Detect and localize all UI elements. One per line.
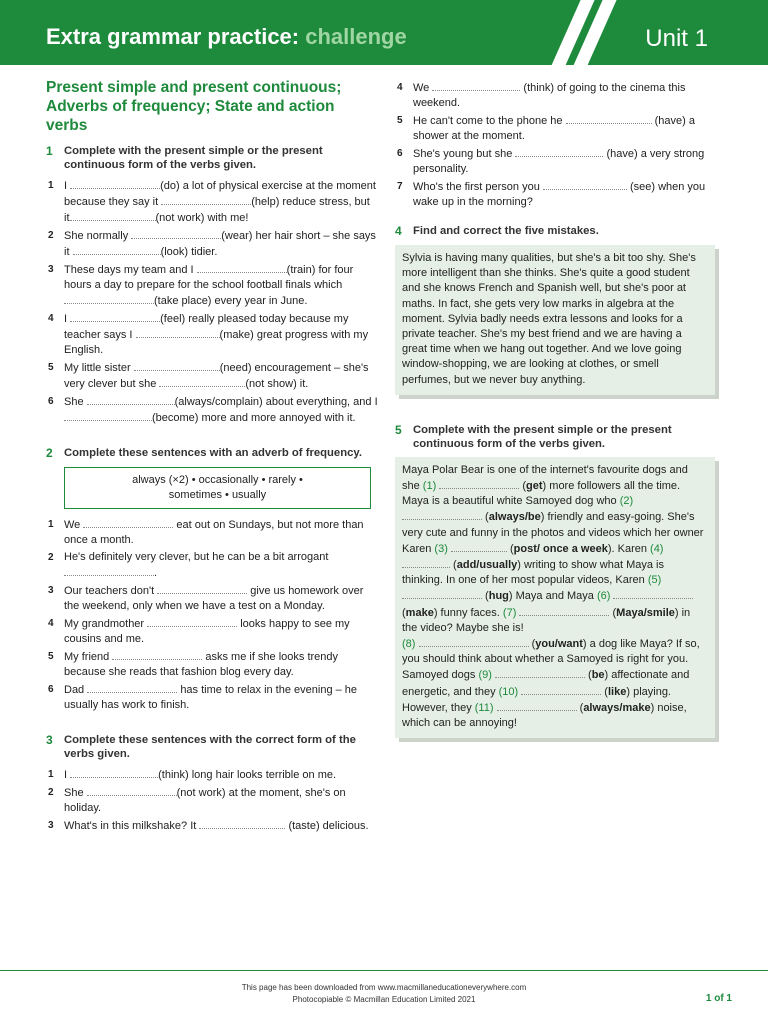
exercise-instruction: Complete with the present simple or the present continuous form of the verbs given.	[64, 145, 323, 171]
answer-blank[interactable]	[159, 376, 245, 387]
list-item	[46, 818, 378, 834]
section-title: Present simple and present continuous; Adverbs of frequency; State and action verbs	[46, 79, 342, 134]
list-item	[46, 262, 378, 309]
item-text: She (not work) at the moment, she's on holiday.	[64, 787, 346, 814]
answer-blank[interactable]	[70, 178, 160, 189]
exercise-4-heading	[395, 224, 715, 239]
item-text: He's definitely very clever, but he can be a bit arrogant .	[64, 551, 329, 579]
title-main: Extra grammar practice:	[46, 24, 300, 49]
mistakes-text: Sylvia is having many qualities, but she's a bit too shy. She's more intelligent than she thinks. She's quite a good student and she knows French and Spanish well, but she's poor at maths. In fact, she gets very low marks in algebra at the moment. Sylvia badly needs extra lessons and looks for a private teacher. She's my best friend and we are having a great time when we hang out together. And we love going window-shopping, we are looking at clothes, or smell perfumes, but we never buy anything.	[402, 252, 696, 386]
gap-number: (11)	[474, 701, 494, 714]
gap-number: (7)	[502, 606, 517, 619]
verb-prompt: be	[591, 669, 605, 682]
item-number: 3	[48, 585, 54, 596]
item-number: 7	[397, 181, 403, 192]
verb-prompt: always/be	[488, 511, 541, 524]
gap-number: (8)	[402, 638, 416, 651]
footer-download-note: This page has been downloaded from www.macmillaneducationeverywhere.com	[241, 983, 527, 992]
exercise-number: 5	[395, 422, 402, 437]
item-number: 1	[48, 519, 54, 530]
list-item	[46, 785, 378, 816]
story-text-box: Maya Polar Bear is one of the internet's favourite dogs and she (1) (get) more followers all the time. Maya is a beautiful white Samoyed dog who (2) (always/be) friendly and easy-going. She's very cute and funny in the photos and videos which her owner Karen (3) (post/ once a week). Karen (4) (add/usually) writing to show what Maya is thinking. In one of her most popular videos, Karen (5) (hug) Maya and Maya (6) (make) funny faces. (7) (Maya/smile) in the video? Maybe she is! (8) (you/want) a dog like Maya? If so, you should think about whether a Samoyed is right for you. Samoyed dogs (9) (be) affectionate and energetic, and they (10) (like) playing. However, they (11) (always/make) noise, which can be annoying!	[395, 457, 715, 738]
gap-number: (3)	[434, 542, 448, 555]
answer-blank[interactable]	[432, 80, 520, 91]
exercise-instruction: Find and correct the five mistakes.	[413, 225, 599, 237]
gap-number: (2)	[619, 495, 634, 508]
answer-blank[interactable]	[402, 557, 450, 568]
answer-blank[interactable]	[199, 818, 285, 829]
page-number: 1 of 1	[705, 993, 732, 1004]
page-header	[0, 0, 768, 65]
item-number: 5	[397, 115, 403, 126]
answer-blank[interactable]	[87, 785, 177, 796]
answer-blank[interactable]	[83, 517, 173, 528]
item-number: 1	[48, 180, 54, 191]
item-text: She (always/complain) about everything, and I (become) more and more annoyed with it.	[64, 396, 378, 424]
list-item	[46, 360, 378, 392]
exercise-3-heading	[46, 733, 378, 761]
footer	[0, 982, 768, 1006]
answer-blank[interactable]	[497, 700, 577, 711]
answer-blank[interactable]	[157, 583, 247, 594]
list-item	[46, 682, 378, 713]
list-item	[395, 113, 715, 144]
left-column	[46, 78, 378, 836]
verb-prompt: make	[405, 606, 434, 619]
item-text: My little sister (need) encouragement – she's very clever but she (not show) it.	[64, 362, 369, 390]
item-text: I (think) long hair looks terrible on me.	[64, 769, 337, 781]
gap-number: (1)	[422, 480, 437, 493]
answer-blank[interactable]	[613, 588, 693, 599]
item-number: 3	[48, 264, 54, 275]
answer-blank[interactable]	[87, 394, 175, 405]
item-text: She normally (wear) her hair short – she says it (look) tidier.	[64, 230, 376, 258]
word-box-line: sometimes • usually	[168, 489, 267, 501]
answer-blank[interactable]	[131, 228, 221, 239]
item-text: Dad has time to relax in the evening – he usually has work to finish.	[64, 684, 358, 711]
answer-blank[interactable]	[495, 667, 585, 678]
answer-blank[interactable]	[64, 565, 154, 576]
verb-prompt: add/usually	[456, 559, 518, 572]
gap-number: (4)	[650, 542, 664, 555]
exercise-2-items	[46, 517, 378, 713]
answer-blank[interactable]	[451, 541, 507, 552]
item-number: 4	[397, 82, 403, 93]
verb-prompt: post/ once a week	[513, 542, 608, 555]
exercise-instruction: Complete these sentences with the correct form of the verbs given.	[64, 734, 356, 760]
item-number: 6	[397, 148, 403, 159]
exercise-2-heading	[46, 446, 378, 461]
list-item	[46, 550, 378, 581]
answer-blank[interactable]	[515, 146, 603, 157]
answer-blank[interactable]	[147, 616, 237, 627]
exercise-3-items-left	[46, 767, 378, 834]
item-number: 6	[48, 396, 54, 407]
exercise-number: 3	[46, 733, 53, 747]
exercise-number: 2	[46, 446, 53, 460]
list-item	[46, 228, 378, 260]
item-text: My friend asks me if she looks trendy because she reads that fashion blog every day.	[64, 651, 339, 678]
right-column	[395, 80, 715, 738]
item-number: 6	[48, 684, 54, 695]
footer-divider	[0, 970, 768, 971]
item-number: 2	[48, 552, 54, 563]
item-text: These days my team and I (train) for four hours a day to prepare for the school football finals which (take place) every year in June.	[64, 264, 354, 307]
item-number: 2	[48, 787, 54, 798]
answer-blank[interactable]	[439, 478, 519, 489]
exercise-5-heading	[395, 423, 715, 451]
exercise-instruction: Complete with the present simple or the present continuous form of the verbs given.	[413, 423, 672, 450]
list-item	[395, 80, 715, 111]
answer-blank[interactable]	[402, 588, 482, 599]
exercise-3-items-right	[395, 80, 715, 210]
gap-number: (9)	[478, 669, 492, 682]
exercise-instruction: Complete these sentences with an adverb of frequency.	[64, 447, 362, 459]
footer-copyright: Photocopiable © Macmillan Education Limited 2021	[292, 995, 476, 1004]
answer-blank[interactable]	[566, 113, 652, 124]
item-number: 4	[48, 313, 54, 324]
gap-number: (6)	[596, 590, 611, 603]
item-text: We (think) of going to the cinema this weekend.	[413, 82, 686, 109]
unit-label: Unit 1	[645, 25, 708, 52]
answer-blank[interactable]	[197, 262, 287, 273]
gap-number: (5)	[647, 574, 662, 587]
list-item	[46, 517, 378, 548]
answer-blank[interactable]	[543, 179, 627, 190]
title-highlight: challenge	[305, 24, 407, 49]
verb-prompt: Maya/smile	[616, 606, 675, 619]
list-item	[46, 394, 378, 426]
item-text: Who's the first person you (see) when you wake up in the morning?	[413, 181, 706, 208]
item-number: 1	[48, 769, 54, 780]
answer-blank[interactable]	[419, 636, 529, 647]
answer-blank[interactable]	[64, 410, 152, 421]
item-text: She's young but she (have) a very strong personality.	[413, 148, 705, 175]
exercise-1-heading	[46, 144, 378, 172]
answer-blank[interactable]	[402, 509, 482, 520]
item-text: What's in this milkshake? It (taste) delicious.	[64, 820, 369, 832]
item-number: 3	[48, 820, 54, 831]
verb-prompt: hug	[488, 590, 509, 603]
list-item	[46, 616, 378, 647]
verb-prompt: like	[607, 685, 627, 698]
answer-blank[interactable]	[70, 210, 156, 221]
exercise-number: 1	[46, 144, 53, 158]
answer-blank[interactable]	[134, 360, 220, 371]
list-item	[46, 311, 378, 358]
item-text: Our teachers don't give us homework over the weekend, only when we have a test on a Monday.	[64, 585, 364, 612]
list-item	[46, 583, 378, 614]
answer-blank[interactable]	[136, 327, 220, 338]
answer-blank[interactable]	[73, 244, 161, 255]
gap-number: (10)	[498, 685, 519, 698]
verb-prompt: get	[526, 480, 543, 493]
item-number: 5	[48, 651, 54, 662]
answer-blank[interactable]	[70, 767, 158, 778]
answer-blank[interactable]	[519, 605, 609, 616]
item-text: We eat out on Sundays, but not more than once a month.	[64, 519, 364, 546]
item-number: 2	[48, 230, 54, 241]
list-item	[46, 767, 378, 783]
exercise-1-items	[46, 178, 378, 426]
item-text: He can't come to the phone he (have) a shower at the moment.	[413, 115, 695, 142]
item-text: I (do) a lot of physical exercise at the moment because they say it (help) reduce stress, but it (not work) with me!	[64, 180, 376, 224]
answer-blank[interactable]	[70, 311, 160, 322]
list-item	[46, 178, 378, 226]
answer-blank[interactable]	[87, 682, 177, 693]
word-box-line: always (×2) • occasionally • rarely •	[132, 474, 303, 486]
answer-blank[interactable]	[521, 684, 601, 695]
exercise-number: 4	[395, 224, 402, 238]
verb-prompt: you/want	[535, 638, 583, 651]
item-number: 4	[48, 618, 54, 629]
list-item	[395, 146, 715, 177]
list-item	[46, 649, 378, 680]
worksheet-title	[46, 22, 407, 52]
answer-blank[interactable]	[112, 649, 202, 660]
answer-blank[interactable]	[161, 194, 251, 205]
list-item	[395, 179, 715, 210]
verb-prompt: always/make	[583, 701, 651, 714]
mistakes-text-box	[395, 245, 715, 395]
item-text: My grandmother looks happy to see my cousins and me.	[64, 618, 350, 645]
item-text: I (feel) really pleased today because my teacher says I (make) great progress with my English.	[64, 313, 369, 356]
item-number: 5	[48, 362, 54, 373]
answer-blank[interactable]	[64, 293, 154, 304]
word-box	[64, 467, 371, 509]
